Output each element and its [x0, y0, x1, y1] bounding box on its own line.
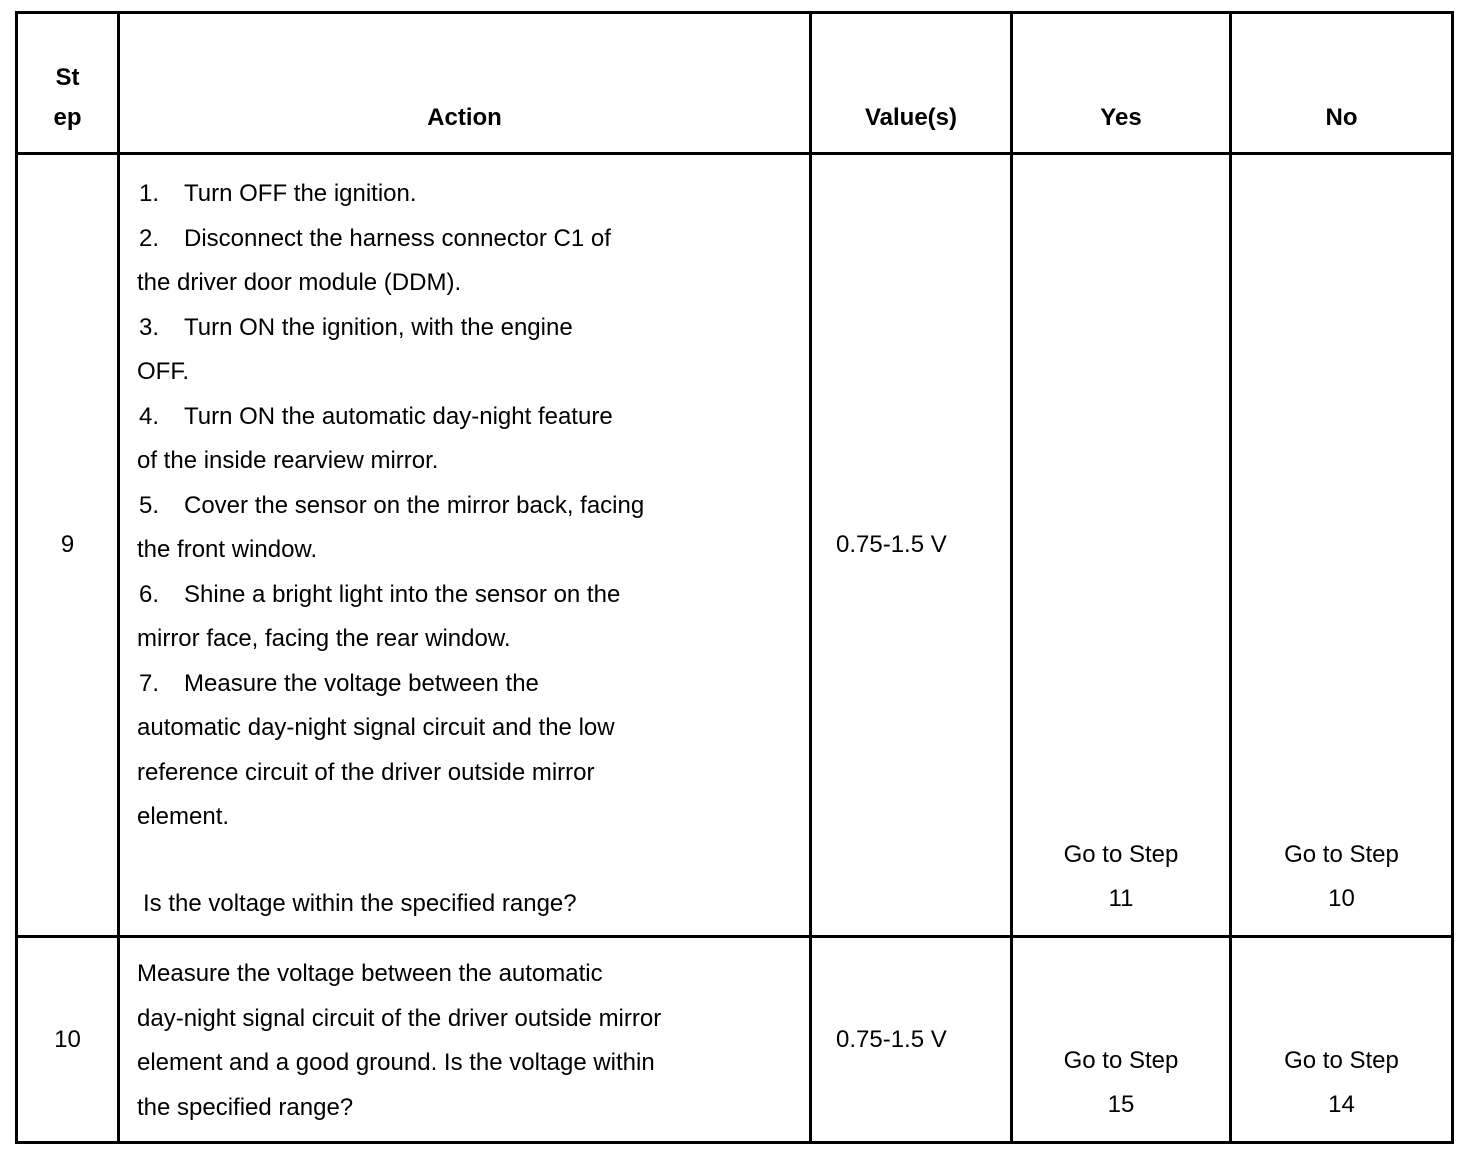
- action-text: Disconnect the harness connector C1 of: [184, 224, 611, 252]
- value-cell: 0.75-1.5 V: [811, 154, 1012, 937]
- action-text-cont: the front window.: [137, 536, 318, 563]
- action-number: 7.: [139, 669, 160, 697]
- action-cell: [119, 154, 811, 937]
- action-item: [137, 172, 799, 217]
- action-text: Turn ON the automatic day-night feature: [184, 402, 613, 430]
- action-text: Shine a bright light into the sensor on the: [184, 580, 621, 608]
- yes-goto-link[interactable]: Go to Step 15: [1063, 1047, 1179, 1118]
- diagnostic-table: [15, 11, 1454, 1144]
- action-question: Is the voltage within the specified range?: [143, 889, 577, 917]
- action-item: [137, 484, 799, 573]
- value-cell: 0.75-1.5 V: [811, 937, 1012, 1143]
- table-row-step-10: [17, 937, 1453, 1143]
- action-text-cont: automatic day-night signal circuit and the low reference circuit of the driver outside mirror element.: [137, 714, 615, 830]
- no-cell: [1231, 937, 1453, 1143]
- action-number: 3.: [139, 313, 160, 341]
- yes-cell: [1012, 937, 1231, 1143]
- yes-cell: [1012, 154, 1231, 937]
- header-row: [17, 13, 1453, 154]
- action-text: Measure the voltage between the: [184, 669, 539, 697]
- action-text-cont: mirror face, facing the rear window.: [137, 625, 511, 652]
- action-number: 6.: [139, 580, 160, 608]
- action-text: Turn OFF the ignition.: [184, 180, 417, 207]
- action-item: [137, 573, 799, 662]
- action-item: [137, 395, 799, 484]
- action-number: 1.: [139, 180, 160, 207]
- action-item: [137, 217, 799, 306]
- action-text-cont: the driver door module (DDM).: [137, 269, 462, 296]
- header-step: St ep: [17, 13, 119, 154]
- action-text-cont: OFF.: [137, 358, 189, 385]
- no-goto-link[interactable]: Go to Step 14: [1284, 1047, 1399, 1118]
- table-row-step-9: [17, 154, 1453, 937]
- header-action: Action: [119, 13, 811, 154]
- action-text-cont: of the inside rearview mirror.: [137, 447, 439, 474]
- step-number: 10: [17, 937, 119, 1143]
- header-no: No: [1231, 13, 1453, 154]
- yes-goto-link[interactable]: Go to Step 11: [1063, 841, 1179, 912]
- action-number: 2.: [139, 224, 160, 252]
- action-item: [137, 306, 799, 395]
- action-list: [137, 155, 799, 840]
- header-values: Value(s): [811, 13, 1012, 154]
- action-item: [137, 662, 799, 840]
- action-text: Turn ON the ignition, with the engine: [184, 313, 573, 341]
- action-text: Cover the sensor on the mirror back, facing: [184, 491, 645, 519]
- no-cell: [1231, 154, 1453, 937]
- action-cell: [119, 937, 811, 1143]
- step-number: 9: [17, 154, 119, 937]
- no-goto-link[interactable]: Go to Step 10: [1284, 841, 1399, 912]
- action-number: 5.: [139, 491, 160, 519]
- action-text: Measure the voltage between the automatic day-night signal circuit of the driver outside mirror element and a good ground. Is the voltage within the specified range?: [137, 960, 662, 1121]
- action-number: 4.: [139, 402, 160, 430]
- header-yes: Yes: [1012, 13, 1231, 154]
